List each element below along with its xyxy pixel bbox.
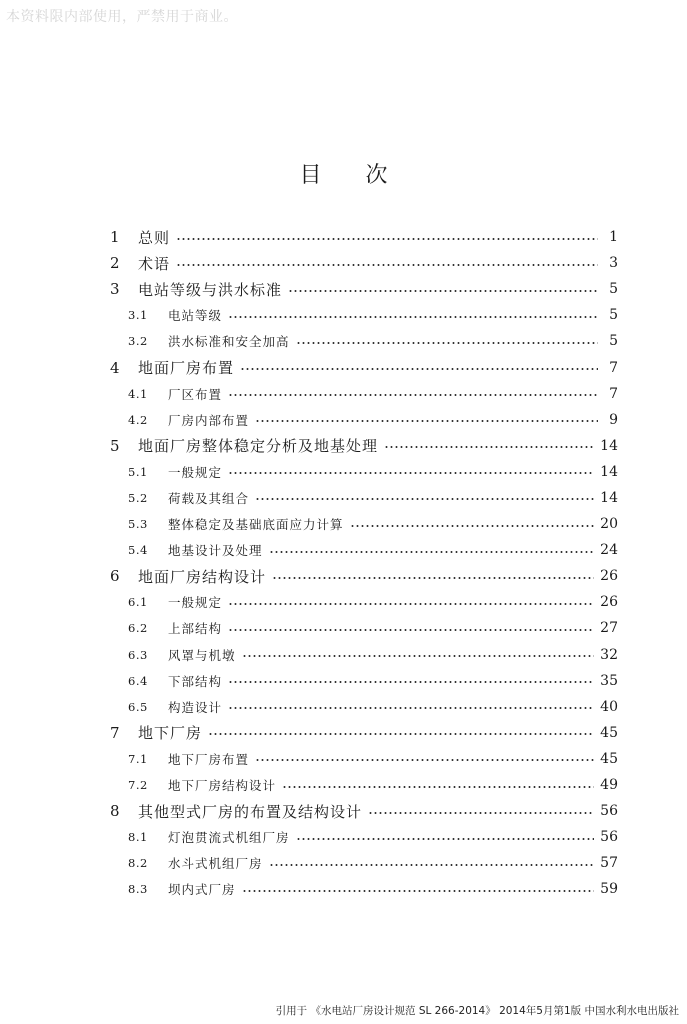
toc-entry-title: 电站等级与洪水标准 xyxy=(138,280,283,299)
toc-entry-title: 地下厂房结构设计 xyxy=(168,778,277,794)
dot-leader xyxy=(228,603,594,605)
toc-chapter-entry xyxy=(106,798,618,824)
dot-leader xyxy=(228,681,594,683)
toc-entry-title: 术语 xyxy=(138,254,171,273)
toc-entry-number: 8.1 xyxy=(128,830,148,845)
toc-entry-page-number: 59 xyxy=(600,881,618,898)
toc-entry-page-number: 20 xyxy=(600,516,618,533)
toc-entry-page-number: 27 xyxy=(600,620,618,637)
toc-entry-title: 一般规定 xyxy=(168,595,223,611)
dot-leader xyxy=(176,238,598,240)
toc-section-entry xyxy=(106,746,618,772)
toc-chapter-entry xyxy=(106,224,618,250)
toc-entry-title: 地面厂房整体稳定分析及地基处理 xyxy=(138,437,379,456)
toc-entry-title: 地面厂房布置 xyxy=(138,359,235,378)
table-of-contents xyxy=(106,224,618,902)
toc-entry-page-number: 24 xyxy=(600,542,618,559)
toc-entry-number: 7 xyxy=(110,723,120,742)
dot-leader xyxy=(269,864,595,866)
toc-section-entry xyxy=(106,407,618,433)
toc-entry-title: 灯泡贯流式机组厂房 xyxy=(168,830,290,846)
toc-entry-title: 地基设计及处理 xyxy=(168,543,263,559)
dot-leader xyxy=(228,629,594,631)
toc-entry-page-number: 14 xyxy=(600,463,618,480)
toc-entry-number: 3.2 xyxy=(128,334,148,349)
dot-leader xyxy=(384,446,594,448)
toc-entry-title: 整体稳定及基础底面应力计算 xyxy=(168,517,344,533)
toc-entry-number: 8 xyxy=(110,802,120,821)
toc-section-entry xyxy=(106,459,618,485)
toc-chapter-entry xyxy=(106,354,618,380)
toc-entry-page-number: 32 xyxy=(600,646,618,663)
dot-leader xyxy=(288,290,598,292)
toc-section-entry xyxy=(106,694,618,720)
page-title: 目次 xyxy=(299,163,432,188)
dot-leader xyxy=(255,759,594,761)
dot-leader xyxy=(296,342,598,344)
toc-entry-number: 4.2 xyxy=(128,412,148,427)
toc-entry-page-number: 9 xyxy=(609,411,618,428)
toc-entry-number: 6.3 xyxy=(128,647,148,662)
dot-leader xyxy=(255,498,594,500)
toc-entry-page-number: 57 xyxy=(600,855,618,872)
toc-entry-page-number: 26 xyxy=(600,594,618,611)
toc-entry-title: 总则 xyxy=(138,228,171,247)
toc-entry-number: 5 xyxy=(110,436,120,455)
toc-entry-number: 8.2 xyxy=(128,856,148,871)
toc-entry-page-number: 45 xyxy=(600,724,618,741)
toc-entry-page-number: 35 xyxy=(600,672,618,689)
toc-chapter-entry xyxy=(106,250,618,276)
toc-entry-number: 3.1 xyxy=(128,308,148,323)
dot-leader xyxy=(296,838,595,840)
toc-entry-page-number: 45 xyxy=(600,750,618,767)
toc-entry-number: 6.1 xyxy=(128,595,148,610)
toc-entry-title: 上部结构 xyxy=(168,621,223,637)
toc-section-entry xyxy=(106,537,618,563)
toc-entry-number: 6.5 xyxy=(128,699,148,714)
dot-leader xyxy=(368,812,594,814)
toc-entry-page-number: 7 xyxy=(609,385,618,402)
toc-chapter-entry xyxy=(106,563,618,589)
toc-section-entry xyxy=(106,485,618,511)
dot-leader xyxy=(255,420,598,422)
toc-chapter-entry xyxy=(106,433,618,459)
toc-entry-number: 5.2 xyxy=(128,490,148,505)
toc-entry-number: 5.1 xyxy=(128,464,148,479)
toc-entry-number: 4 xyxy=(110,358,120,377)
toc-entry-title: 坝内式厂房 xyxy=(168,882,236,898)
toc-entry-number: 7.1 xyxy=(128,751,148,766)
toc-entry-title: 洪水标准和安全加高 xyxy=(168,334,290,350)
toc-entry-title: 厂房内部布置 xyxy=(168,412,250,428)
toc-entry-number: 3 xyxy=(110,280,120,299)
toc-entry-title: 其他型式厂房的布置及结构设计 xyxy=(138,802,363,821)
toc-entry-page-number: 7 xyxy=(609,359,618,376)
toc-entry-page-number: 5 xyxy=(609,333,618,350)
citation-footer: 引用于 《水电站厂房设计规范 SL 266-2014》 2014年5月第1版 中国水利水电出版社 xyxy=(275,1005,679,1017)
toc-section-entry xyxy=(106,772,618,798)
toc-section-entry xyxy=(106,328,618,354)
toc-entry-title: 地面厂房结构设计 xyxy=(138,567,267,586)
toc-chapter-entry xyxy=(106,720,618,746)
toc-entry-title: 风罩与机墩 xyxy=(168,647,236,663)
toc-entry-number: 2 xyxy=(110,254,120,273)
toc-entry-page-number: 26 xyxy=(600,568,618,585)
toc-entry-number: 8.3 xyxy=(128,882,148,897)
toc-section-entry xyxy=(106,511,618,537)
toc-section-entry xyxy=(106,824,618,850)
dot-leader xyxy=(228,394,598,396)
dot-leader xyxy=(242,655,595,657)
toc-entry-number: 1 xyxy=(110,228,120,247)
toc-section-entry xyxy=(106,668,618,694)
dot-leader xyxy=(240,368,598,370)
dot-leader xyxy=(176,264,598,266)
toc-section-entry xyxy=(106,381,618,407)
toc-entry-page-number: 14 xyxy=(600,489,618,506)
toc-entry-number: 4.1 xyxy=(128,386,148,401)
toc-entry-page-number: 14 xyxy=(600,437,618,454)
dot-leader xyxy=(228,707,594,709)
toc-entry-page-number: 5 xyxy=(609,281,618,298)
toc-entry-title: 厂区布置 xyxy=(168,386,223,402)
toc-entry-page-number: 5 xyxy=(609,307,618,324)
toc-entry-number: 5.4 xyxy=(128,543,148,558)
toc-section-entry xyxy=(106,615,618,641)
toc-entry-page-number: 56 xyxy=(600,803,618,820)
toc-entry-title: 一般规定 xyxy=(168,464,223,480)
dot-leader xyxy=(269,551,595,553)
toc-entry-title: 下部结构 xyxy=(168,673,223,689)
toc-entry-number: 6.4 xyxy=(128,673,148,688)
toc-entry-page-number: 40 xyxy=(600,698,618,715)
toc-entry-number: 6.2 xyxy=(128,621,148,636)
toc-entry-page-number: 56 xyxy=(600,829,618,846)
toc-section-entry xyxy=(106,850,618,876)
toc-entry-page-number: 1 xyxy=(609,229,618,246)
toc-section-entry xyxy=(106,302,618,328)
toc-entry-title: 荷载及其组合 xyxy=(168,490,250,506)
toc-entry-title: 地下厂房 xyxy=(138,724,203,743)
toc-entry-page-number: 3 xyxy=(609,255,618,272)
dot-leader xyxy=(350,525,595,527)
toc-entry-number: 6 xyxy=(110,567,120,586)
toc-entry-title: 电站等级 xyxy=(168,308,223,324)
watermark-text: 本资料限内部使用，严禁用于商业。 xyxy=(6,9,238,25)
toc-chapter-entry xyxy=(106,276,618,302)
toc-entry-number: 5.3 xyxy=(128,517,148,532)
dot-leader xyxy=(242,890,595,892)
toc-section-entry xyxy=(106,642,618,668)
toc-entry-title: 地下厂房布置 xyxy=(168,751,250,767)
dot-leader xyxy=(228,472,594,474)
toc-entry-number: 7.2 xyxy=(128,778,148,793)
toc-section-entry xyxy=(106,589,618,615)
dot-leader xyxy=(282,786,594,788)
toc-entry-title: 构造设计 xyxy=(168,699,223,715)
toc-entry-title: 水斗式机组厂房 xyxy=(168,856,263,872)
toc-entry-page-number: 49 xyxy=(600,777,618,794)
dot-leader xyxy=(272,577,594,579)
dot-leader xyxy=(208,733,594,735)
toc-section-entry xyxy=(106,876,618,902)
dot-leader xyxy=(228,316,598,318)
